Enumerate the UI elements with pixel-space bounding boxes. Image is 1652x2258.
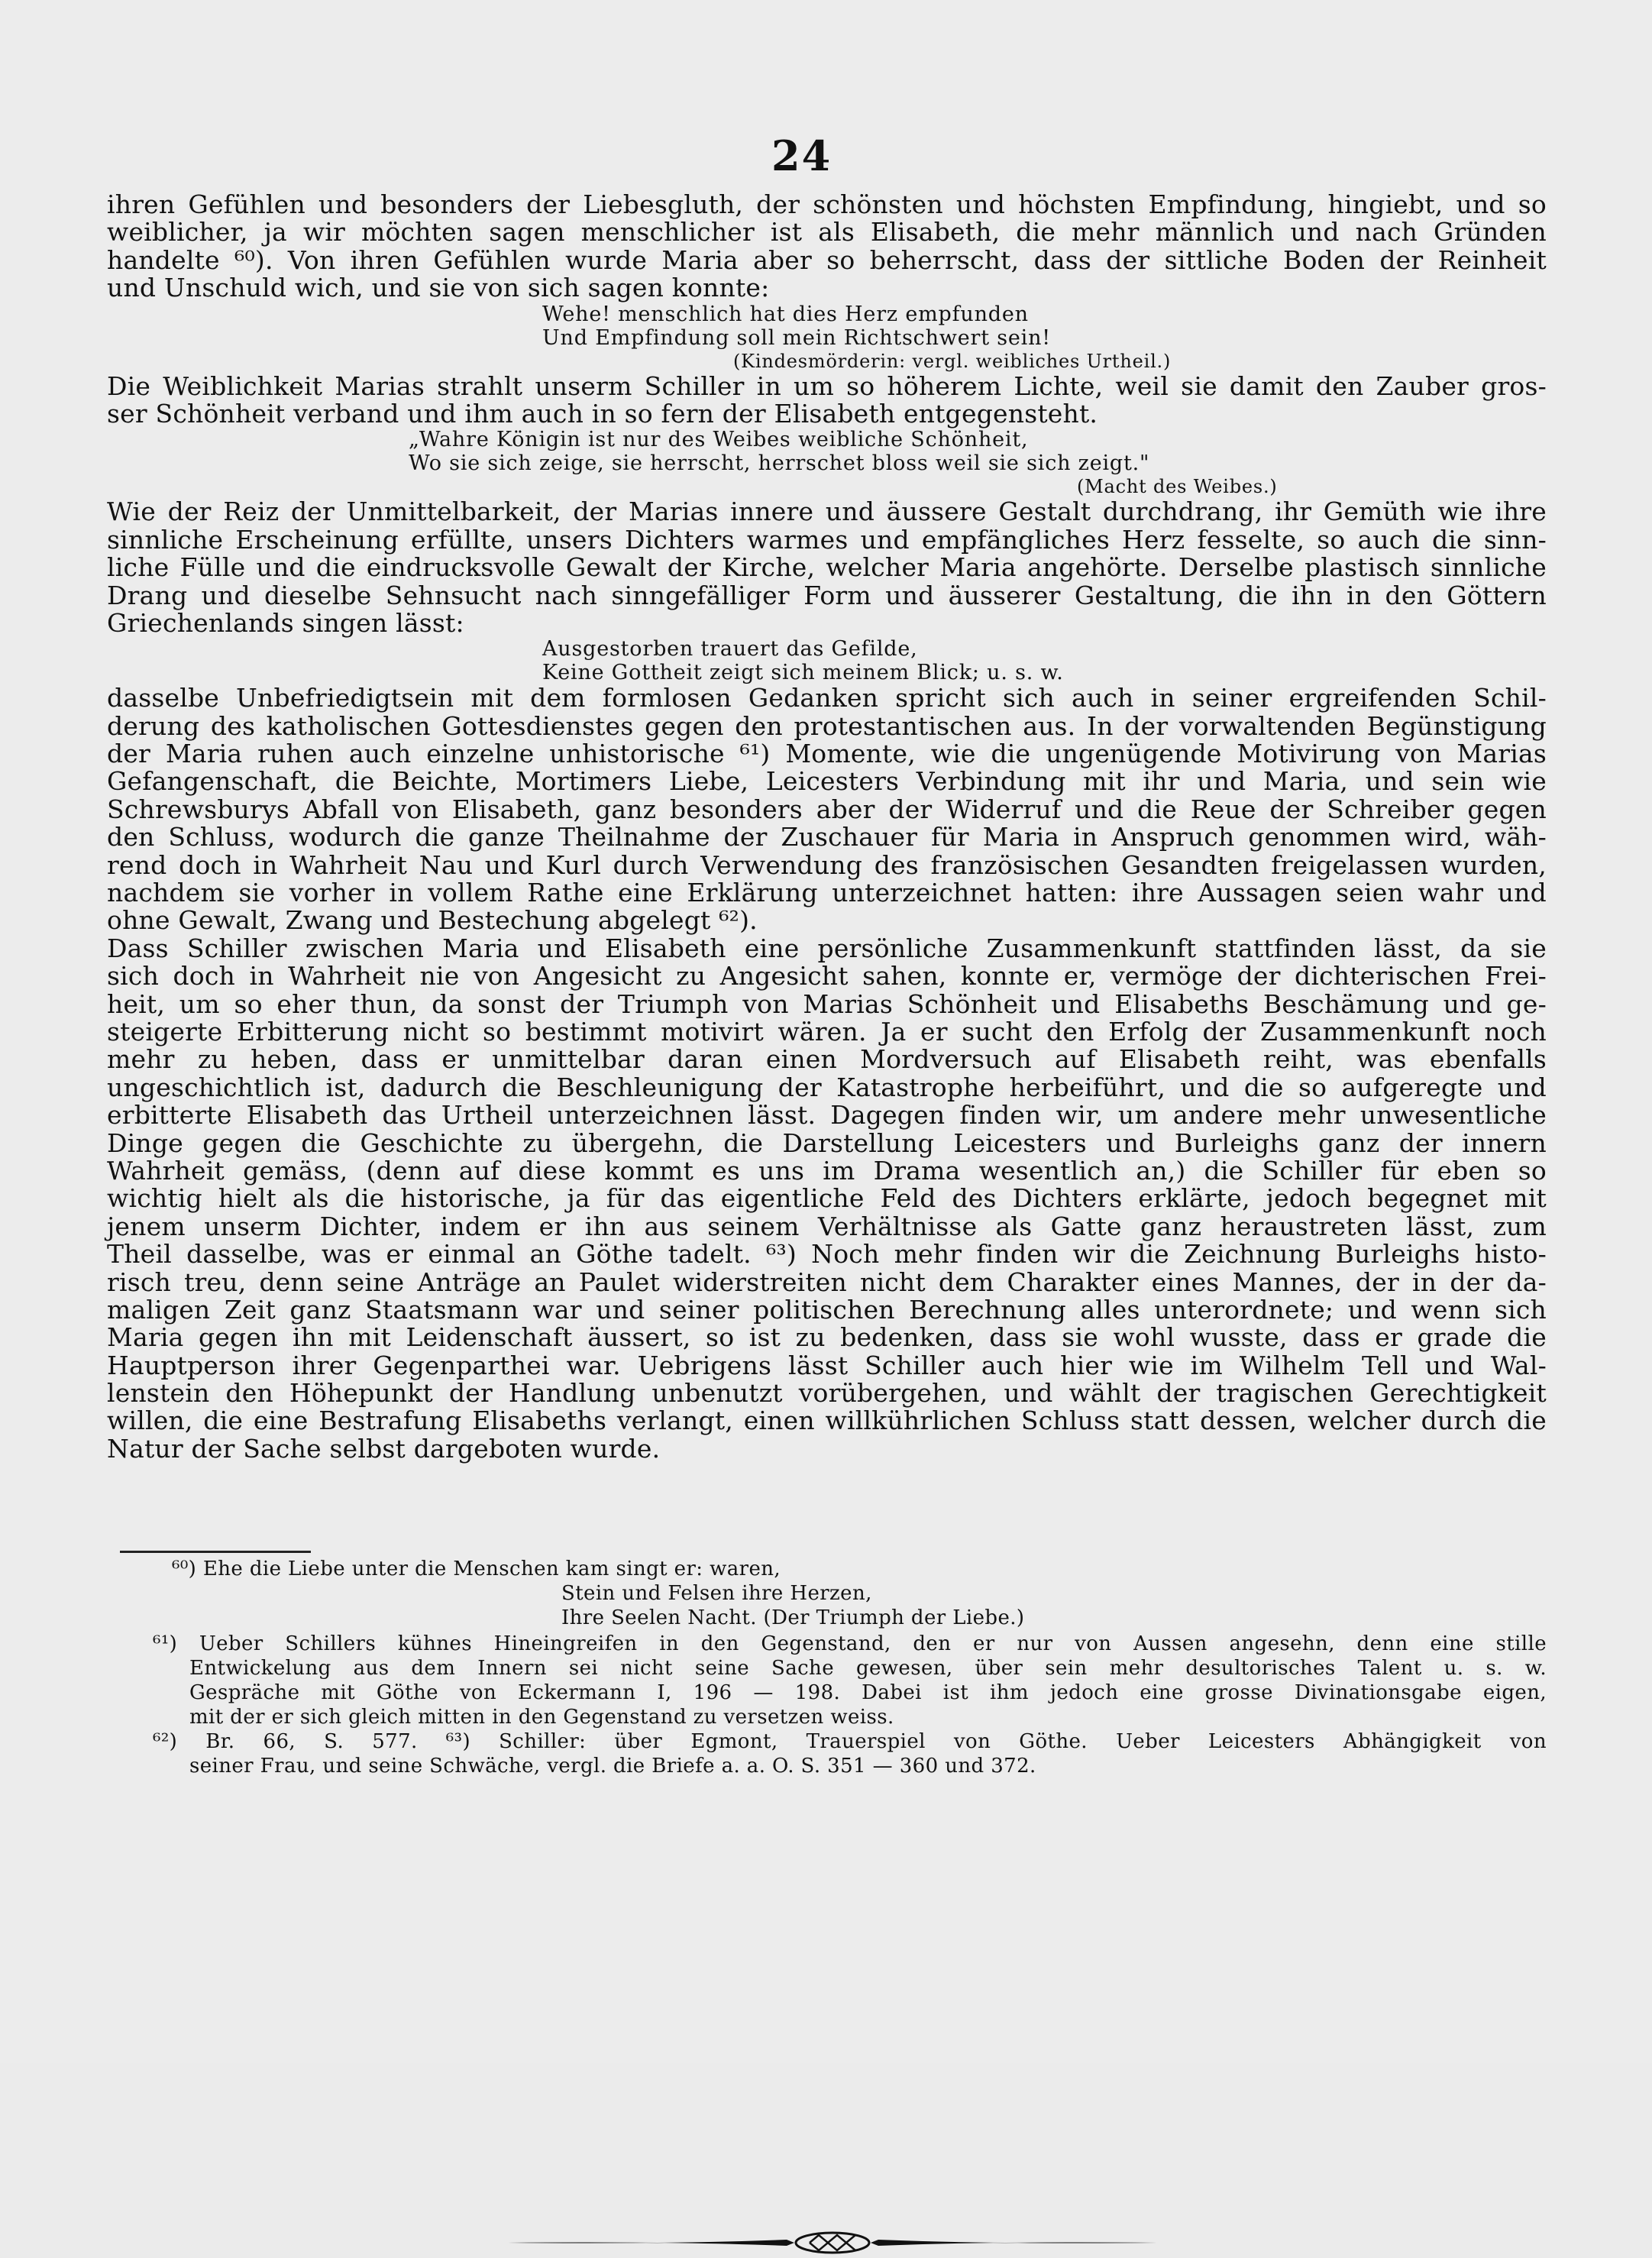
text-line: willen, die eine Bestrafung Elisabeths verlangt, einen willkührlichen Schluss statt dessen, welcher durch die (107, 1406, 1547, 1436)
text-line: der Maria ruhen auch einzelne unhistorische ⁶¹) Momente, wie die ungenügende Motivirung von Marias (107, 739, 1547, 769)
footnote-verse-line: Ihre Seelen Nacht. (Der Triumph der Liebe.) (561, 1606, 1025, 1629)
verse-line: Wehe! menschlich hat dies Herz empfunden (542, 302, 1029, 326)
main-text (107, 191, 1547, 1463)
text-line: ser Schönheit verband und ihm auch in so fern der Elisabeth entgegensteht. (107, 398, 1098, 429)
verse-line: Wo sie sich zeige, sie herrscht, herrschet bloss weil sie sich zeigt." (409, 451, 1150, 476)
verse-line: „Wahre Königin ist nur des Weibes weibliche Schönheit, (409, 428, 1029, 452)
text-line: weiblicher, ja wir möchten sagen menschlicher ist als Elisabeth, die mehr männlich und nach Gründen (107, 217, 1547, 247)
footnote-61: ⁶¹) Ueber Schillers kühnes Hineingreifen in den Gegenstand, den er nur von Aussen angesehn, denn eine stille (153, 1632, 1547, 1655)
text-line: Wie der Reiz der Unmittelbarkeit, der Marias innere und äussere Gestalt durchdrang, ihr Gemüth wie ihre (107, 497, 1547, 527)
footnote-60: ⁶⁰) Ehe die Liebe unter die Menschen kam singt er: waren, (172, 1558, 781, 1580)
verse-line: Keine Gottheit zeigt sich meinem Blick; u. s. w. (542, 661, 1064, 685)
footnotes (153, 1557, 1547, 1778)
text-line: nachdem sie vorher in vollem Rathe eine Erklärung unterzeichnet hatten: ihre Aussagen seien wahr und (107, 878, 1547, 908)
text-line: liche Fülle und die eindrucksvolle Gewalt der Kirche, welcher Maria angehörte. Derselbe plastisch sinnliche (107, 552, 1547, 583)
text-line: Wahrheit gemäss, (denn auf diese kommt es uns im Drama wesentlich an,) die Schiller für eben so (107, 1155, 1547, 1186)
text-line: Gefangenschaft, die Beichte, Mortimers Liebe, Leicesters Verbindung mit ihr und Maria, und sein wie (107, 766, 1547, 797)
text-line: sich doch in Wahrheit nie von Angesicht zu Angesicht sahen, konnte er, vermöge der dichterischen Frei- (107, 961, 1547, 992)
text-line: Schrewsburys Abfall von Elisabeth, ganz besonders aber der Widerruf und die Reue der Schreiber gegen (107, 794, 1547, 824)
text-line: dasselbe Unbefriedigtsein mit dem formlosen Gedanken spricht sich auch in seiner ergreifenden Schil- (107, 683, 1547, 713)
text-line: Die Weiblichkeit Marias strahlt unserm Schiller in um so höherem Lichte, weil sie damit den Zauber gros- (107, 370, 1547, 401)
text-line: Maria gegen ihn mit Leidenschaft äussert, so ist zu bedenken, dass sie wohl wusste, dass er grade die (107, 1322, 1547, 1353)
text-line: jenem unserm Dichter, indem er ihn aus seinem Verhältnisse als Gatte ganz heraustreten lässt, zum (107, 1211, 1547, 1241)
text-line: und Unschuld wich, und sie von sich sagen konnte: (107, 273, 770, 303)
footnote-rule (120, 1551, 311, 1553)
text-line: rend doch in Wahrheit Nau und Kurl durch Verwendung des französischen Gesandten freigelassen wurden, (107, 849, 1547, 880)
footnote-line: Gespräche mit Göthe von Eckermann I, 196 — 198. Dabei ist ihm jedoch eine grosse Divinationsgabe eigen, (189, 1681, 1547, 1704)
text-line: mehr zu heben, dass er unmittelbar daran einen Mordversuch auf Elisabeth reiht, was ebenfalls (107, 1044, 1547, 1075)
verse-source: (Kindesmörderin: vergl. weibliches Urtheil.) (733, 350, 1172, 372)
text-line: ungeschichtlich ist, dadurch die Beschleunigung der Katastrophe herbeiführt, und die so aufgeregte und (107, 1072, 1547, 1102)
text-line: Dass Schiller zwischen Maria und Elisabeth eine persönliche Zusammenkunft stattfinden lässt, da sie (107, 933, 1547, 963)
text-line: derung des katholischen Gottesdienstes gegen den protestantischen aus. In der vorwaltenden Begünstigung (107, 710, 1547, 741)
verse-line: Und Empfindung soll mein Richtschwert sein! (542, 325, 1051, 350)
text-line: Hauptperson ihrer Gegenparthei war. Uebrigens lässt Schiller auch hier wie im Wilhelm Tell und Wal- (107, 1350, 1547, 1380)
text-line: maligen Zeit ganz Staatsmann war und seiner politischen Berechnung alles unterordnete; und wenn sich (107, 1294, 1547, 1325)
footnote-verse-line: Stein und Felsen ihre Herzen, (561, 1582, 872, 1605)
text-line: handelte ⁶⁰). Von ihren Gefühlen wurde Maria aber so beherrscht, dass der sittliche Boden der Reinheit (107, 244, 1547, 275)
text-line: wichtig hielt als die historische, ja für das eigentliche Feld des Dichters erklärte, jedoch begegnet mit (107, 1183, 1547, 1214)
verse-source: (Macht des Weibes.) (1077, 476, 1278, 498)
text-line: Griechenlands singen lässt: (107, 607, 464, 638)
text-line: steigerte Erbitterung nicht so bestimmt motivirt wären. Ja er sucht den Erfolg der Zusammenkunft noch (107, 1016, 1547, 1047)
text-line: erbitterte Elisabeth das Urtheil unterzeichnen lässt. Dagegen finden wir, um andere mehr unwesentliche (107, 1100, 1547, 1131)
text-line: Theil dasselbe, was er einmal an Göthe tadelt. ⁶³) Noch mehr finden wir die Zeichnung Burleighs histo- (107, 1239, 1547, 1270)
text-line: ihren Gefühlen und besonders der Liebesgluth, der schönsten und höchsten Empfindung, hingiebt, und so (107, 189, 1547, 219)
text-line: Natur der Sache selbst dargeboten wurde. (107, 1433, 661, 1464)
text-line: sinnliche Erscheinung erfüllte, unsers Dichters warmes und empfängliches Herz fesselte, so auch die sinn- (107, 524, 1547, 555)
footnote-line: seiner Frau, und seine Schwäche, vergl. die Briefe a. a. O. S. 351 — 360 und 372. (189, 1755, 1036, 1778)
page-number: 24 (771, 131, 832, 180)
text-line: lenstein den Höhepunkt der Handlung unbenutzt vorübergehen, und wählt der tragischen Gerechtigkeit (107, 1378, 1547, 1409)
footnote-line: Entwickelung aus dem Innern sei nicht seine Sache gewesen, über sein mehr desultorisches Talent u. s. w. (189, 1657, 1547, 1680)
footnote-line: mit der er sich gleich mitten in den Gegenstand zu versetzen weiss. (189, 1706, 894, 1729)
ornament-divider (504, 2227, 1161, 2258)
verse-line: Ausgestorben trauert das Gefilde, (542, 637, 918, 662)
text-line: risch treu, denn seine Anträge an Paulet widerstreiten nicht dem Charakter eines Mannes, der in der da- (107, 1266, 1547, 1297)
text-line: ohne Gewalt, Zwang und Bestechung abgelegt ⁶²). (107, 905, 758, 936)
text-line: Drang und dieselbe Sehnsucht nach sinngefälliger Form und äusserer Gestaltung, die ihn in den Göttern (107, 580, 1547, 610)
text-line: heit, um so eher thun, da sonst der Triumph von Marias Schönheit und Elisabeths Beschämung und ge- (107, 988, 1547, 1019)
text-line: den Schluss, wodurch die ganze Theilnahme der Zuschauer für Maria in Anspruch genommen wird, wäh- (107, 822, 1547, 852)
text-line: Dinge gegen die Geschichte zu übergehn, die Darstellung Leicesters und Burleighs ganz der innern (107, 1127, 1547, 1158)
footnote-62-63: ⁶²) Br. 66, S. 577. ⁶³) Schiller: über Egmont, Trauerspiel von Göthe. Ueber Leicesters Abhängigkeit von (153, 1730, 1547, 1753)
